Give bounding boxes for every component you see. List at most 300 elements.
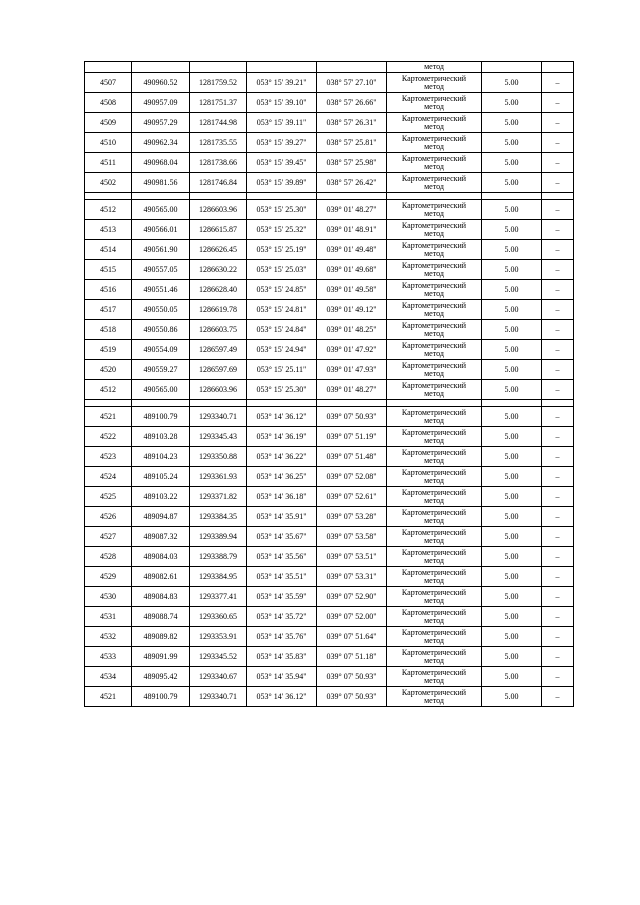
method-line: Картометрический bbox=[401, 361, 467, 370]
y-coord-cell: 1286619.78 bbox=[190, 300, 247, 320]
method-line: Картометрический bbox=[401, 154, 467, 163]
point-number-cell: 4531 bbox=[85, 607, 132, 627]
x-coord-cell: 489094.87 bbox=[132, 507, 190, 527]
point-number-cell: 4530 bbox=[85, 587, 132, 607]
method-line: Картометрический bbox=[401, 528, 467, 537]
method-cell bbox=[387, 73, 482, 93]
method-cell bbox=[387, 407, 482, 427]
point-number-cell: 4528 bbox=[85, 547, 132, 567]
longitude-cell: 039° 07' 53.28" bbox=[317, 507, 387, 527]
z-cell: – bbox=[542, 547, 574, 567]
method-cell bbox=[387, 647, 482, 667]
z-cell: – bbox=[542, 173, 574, 193]
method-cell bbox=[387, 260, 482, 280]
method-line: Картометрический bbox=[401, 114, 467, 123]
latitude-cell: 053° 15' 24.94" bbox=[247, 340, 317, 360]
y-coord-cell: 1293350.88 bbox=[190, 447, 247, 467]
table-row bbox=[85, 407, 574, 427]
longitude-cell: 039° 07' 52.08" bbox=[317, 467, 387, 487]
method-line: метод bbox=[424, 495, 444, 505]
latitude-cell: 053° 14' 35.72" bbox=[247, 607, 317, 627]
method-line: метод bbox=[424, 695, 444, 705]
method-line: метод bbox=[424, 208, 444, 218]
accuracy-cell: 5.00 bbox=[482, 240, 542, 260]
point-number-cell: 4510 bbox=[85, 133, 132, 153]
table-row bbox=[85, 240, 574, 260]
point-number-cell: 4507 bbox=[85, 73, 132, 93]
accuracy-cell: 5.00 bbox=[482, 547, 542, 567]
x-coord-cell: 489105.24 bbox=[132, 467, 190, 487]
latitude-cell: 053° 14' 36.25" bbox=[247, 467, 317, 487]
longitude-cell: 039° 01' 48.27" bbox=[317, 200, 387, 220]
x-coord-cell: 489088.74 bbox=[132, 607, 190, 627]
method-line: метод bbox=[424, 575, 444, 585]
x-coord-cell: 490550.86 bbox=[132, 320, 190, 340]
point-number-cell: 4508 bbox=[85, 93, 132, 113]
method-cell bbox=[387, 487, 482, 507]
longitude-cell: 039° 07' 53.58" bbox=[317, 527, 387, 547]
table-row bbox=[85, 200, 574, 220]
x-coord-cell: 490565.00 bbox=[132, 200, 190, 220]
latitude-cell: 053° 14' 35.91" bbox=[247, 507, 317, 527]
method-line: метод bbox=[424, 121, 444, 131]
y-coord-cell: 1293377.41 bbox=[190, 587, 247, 607]
x-coord-cell: 490957.09 bbox=[132, 93, 190, 113]
method-cell bbox=[387, 133, 482, 153]
y-coord-cell: 1293371.82 bbox=[190, 487, 247, 507]
accuracy-cell: 5.00 bbox=[482, 607, 542, 627]
method-line: метод bbox=[424, 288, 444, 298]
x-coord-cell: 490551.46 bbox=[132, 280, 190, 300]
method-cell bbox=[387, 340, 482, 360]
latitude-cell: 053° 15' 25.32" bbox=[247, 220, 317, 240]
method-line: Картометрический bbox=[401, 241, 467, 250]
point-number-cell: 4514 bbox=[85, 240, 132, 260]
accuracy-cell: 5.00 bbox=[482, 407, 542, 427]
longitude-cell: 039° 01' 48.25" bbox=[317, 320, 387, 340]
point-number-cell: 4512 bbox=[85, 380, 132, 400]
method-line: Картометрический bbox=[401, 381, 467, 390]
method-line: метод bbox=[424, 595, 444, 605]
y-coord-cell: 1286628.40 bbox=[190, 280, 247, 300]
accuracy-cell: 5.00 bbox=[482, 627, 542, 647]
z-cell: – bbox=[542, 340, 574, 360]
z-cell: – bbox=[542, 320, 574, 340]
longitude-cell: 038° 57' 26.66" bbox=[317, 93, 387, 113]
method-line: метод bbox=[424, 415, 444, 425]
method-line: метод bbox=[424, 615, 444, 625]
y-coord-cell: 1293361.93 bbox=[190, 467, 247, 487]
latitude-cell: 053° 14' 35.67" bbox=[247, 527, 317, 547]
y-coord-cell: 1281735.55 bbox=[190, 133, 247, 153]
accuracy-cell: 5.00 bbox=[482, 220, 542, 240]
method-cell bbox=[387, 447, 482, 467]
accuracy-cell: 5.00 bbox=[482, 300, 542, 320]
accuracy-cell: 5.00 bbox=[482, 487, 542, 507]
x-coord-cell: 490559.27 bbox=[132, 360, 190, 380]
table-row bbox=[85, 547, 574, 567]
x-coord-cell: 489089.82 bbox=[132, 627, 190, 647]
z-cell: – bbox=[542, 260, 574, 280]
method-cell bbox=[387, 200, 482, 220]
method-line: метод bbox=[424, 161, 444, 171]
method-line: метод bbox=[424, 181, 444, 191]
z-cell: – bbox=[542, 667, 574, 687]
x-coord-cell: 489095.42 bbox=[132, 667, 190, 687]
method-line: метод bbox=[424, 535, 444, 545]
latitude-cell: 053° 15' 39.27" bbox=[247, 133, 317, 153]
accuracy-cell: 5.00 bbox=[482, 667, 542, 687]
method-cell: метод bbox=[387, 62, 482, 73]
method-line: Картометрический bbox=[401, 488, 467, 497]
y-coord-cell: 1286626.45 bbox=[190, 240, 247, 260]
latitude-cell: 053° 15' 25.30" bbox=[247, 200, 317, 220]
latitude-cell: 053° 14' 36.22" bbox=[247, 447, 317, 467]
z-cell: – bbox=[542, 380, 574, 400]
method-line: метод bbox=[424, 368, 444, 378]
z-cell: – bbox=[542, 93, 574, 113]
method-line: Картометрический bbox=[401, 201, 467, 210]
table-row bbox=[85, 467, 574, 487]
latitude-cell: 053° 14' 35.76" bbox=[247, 627, 317, 647]
x-coord-cell: 489103.28 bbox=[132, 427, 190, 447]
y-coord-cell: 1286597.49 bbox=[190, 340, 247, 360]
accuracy-cell: 5.00 bbox=[482, 467, 542, 487]
method-cell bbox=[387, 467, 482, 487]
latitude-cell: 053° 14' 35.56" bbox=[247, 547, 317, 567]
z-cell: – bbox=[542, 113, 574, 133]
method-line: метод bbox=[424, 308, 444, 318]
method-line: Картометрический bbox=[401, 74, 467, 83]
table-row bbox=[85, 380, 574, 400]
accuracy-cell: 5.00 bbox=[482, 260, 542, 280]
table-row bbox=[85, 113, 574, 133]
accuracy-cell: 5.00 bbox=[482, 647, 542, 667]
latitude-cell: 053° 15' 39.89" bbox=[247, 173, 317, 193]
y-coord-cell: 1293340.67 bbox=[190, 667, 247, 687]
longitude-cell: 039° 01' 48.91" bbox=[317, 220, 387, 240]
x-coord-cell: 490561.90 bbox=[132, 240, 190, 260]
method-line: Картометрический bbox=[401, 548, 467, 557]
point-number-cell: 4534 bbox=[85, 667, 132, 687]
coordinates-table bbox=[84, 61, 574, 707]
longitude-cell: 038° 57' 26.42" bbox=[317, 173, 387, 193]
latitude-cell: 053° 15' 24.84" bbox=[247, 320, 317, 340]
latitude-cell: 053° 15' 25.03" bbox=[247, 260, 317, 280]
point-number-cell: 4518 bbox=[85, 320, 132, 340]
accuracy-cell: 5.00 bbox=[482, 320, 542, 340]
latitude-cell: 053° 15' 39.21" bbox=[247, 73, 317, 93]
method-line: Картометрический bbox=[401, 448, 467, 457]
method-line: Картометрический bbox=[401, 281, 467, 290]
method-line: метод bbox=[424, 328, 444, 338]
z-cell: – bbox=[542, 647, 574, 667]
z-cell: – bbox=[542, 280, 574, 300]
y-coord-cell: 1293340.71 bbox=[190, 687, 247, 707]
latitude-cell: 053° 14' 36.18" bbox=[247, 487, 317, 507]
accuracy-cell: 5.00 bbox=[482, 153, 542, 173]
table-separator-row bbox=[85, 400, 574, 407]
point-number-cell: 4521 bbox=[85, 687, 132, 707]
method-cell bbox=[387, 567, 482, 587]
table-row bbox=[85, 260, 574, 280]
y-coord-cell: 1281738.66 bbox=[190, 153, 247, 173]
point-number-cell: 4525 bbox=[85, 487, 132, 507]
method-line: метод bbox=[424, 268, 444, 278]
method-line: Картометрический bbox=[401, 174, 467, 183]
z-cell: – bbox=[542, 153, 574, 173]
method-line: метод bbox=[424, 348, 444, 358]
method-line: Картометрический bbox=[401, 568, 467, 577]
x-coord-cell: 489084.03 bbox=[132, 547, 190, 567]
y-coord-cell: 1293345.52 bbox=[190, 647, 247, 667]
table-row bbox=[85, 220, 574, 240]
point-number-cell: 4529 bbox=[85, 567, 132, 587]
method-line: Картометрический bbox=[401, 648, 467, 657]
point-number-cell: 4523 bbox=[85, 447, 132, 467]
z-cell: – bbox=[542, 300, 574, 320]
longitude-cell: 039° 07' 50.93" bbox=[317, 407, 387, 427]
longitude-cell: 039° 01' 49.68" bbox=[317, 260, 387, 280]
method-line: Картометрический bbox=[401, 508, 467, 517]
table-row bbox=[85, 320, 574, 340]
method-cell bbox=[387, 93, 482, 113]
x-coord-cell: 490968.04 bbox=[132, 153, 190, 173]
x-coord-cell: 490566.01 bbox=[132, 220, 190, 240]
method-line: метод bbox=[424, 515, 444, 525]
z-cell: – bbox=[542, 467, 574, 487]
table-row bbox=[85, 647, 574, 667]
accuracy-cell: 5.00 bbox=[482, 380, 542, 400]
y-coord-cell: 1293360.65 bbox=[190, 607, 247, 627]
method-cell bbox=[387, 173, 482, 193]
y-coord-cell: 1293384.35 bbox=[190, 507, 247, 527]
method-cell bbox=[387, 427, 482, 447]
y-coord-cell: 1286603.96 bbox=[190, 380, 247, 400]
table-row bbox=[85, 173, 574, 193]
method-cell bbox=[387, 300, 482, 320]
longitude-cell: 039° 07' 53.51" bbox=[317, 547, 387, 567]
z-cell: – bbox=[542, 447, 574, 467]
accuracy-cell: 5.00 bbox=[482, 427, 542, 447]
y-coord-cell: 1286603.75 bbox=[190, 320, 247, 340]
y-coord-cell: 1293389.94 bbox=[190, 527, 247, 547]
method-line: Картометрический bbox=[401, 261, 467, 270]
point-number-cell: 4533 bbox=[85, 647, 132, 667]
method-cell bbox=[387, 587, 482, 607]
latitude-cell: 053° 15' 25.30" bbox=[247, 380, 317, 400]
z-cell: – bbox=[542, 607, 574, 627]
table-row bbox=[85, 587, 574, 607]
accuracy-cell: 5.00 bbox=[482, 113, 542, 133]
z-cell: – bbox=[542, 587, 574, 607]
z-cell: – bbox=[542, 240, 574, 260]
latitude-cell: 053° 15' 25.19" bbox=[247, 240, 317, 260]
table-separator-row bbox=[85, 193, 574, 200]
longitude-cell: 038° 57' 26.31" bbox=[317, 113, 387, 133]
y-coord-cell: 1281746.84 bbox=[190, 173, 247, 193]
z-cell: – bbox=[542, 133, 574, 153]
y-coord-cell: 1286630.22 bbox=[190, 260, 247, 280]
longitude-cell: 038° 57' 25.98" bbox=[317, 153, 387, 173]
table-row bbox=[85, 507, 574, 527]
method-cell bbox=[387, 360, 482, 380]
longitude-cell: 039° 07' 51.48" bbox=[317, 447, 387, 467]
accuracy-cell: 5.00 bbox=[482, 73, 542, 93]
latitude-cell: 053° 15' 39.45" bbox=[247, 153, 317, 173]
latitude-cell: 053° 15' 25.11" bbox=[247, 360, 317, 380]
accuracy-cell: 5.00 bbox=[482, 507, 542, 527]
point-number-cell: 4521 bbox=[85, 407, 132, 427]
x-coord-cell: 489082.61 bbox=[132, 567, 190, 587]
latitude-cell: 053° 14' 35.51" bbox=[247, 567, 317, 587]
x-coord-cell: 490957.29 bbox=[132, 113, 190, 133]
method-line: метод bbox=[424, 555, 444, 565]
accuracy-cell: 5.00 bbox=[482, 280, 542, 300]
y-coord-cell: 1293345.43 bbox=[190, 427, 247, 447]
method-line: Картометрический bbox=[401, 608, 467, 617]
method-line: метод bbox=[424, 635, 444, 645]
z-cell: – bbox=[542, 687, 574, 707]
latitude-cell: 053° 14' 36.12" bbox=[247, 687, 317, 707]
table-row bbox=[85, 280, 574, 300]
y-coord-cell: 1286615.87 bbox=[190, 220, 247, 240]
accuracy-cell: 5.00 bbox=[482, 527, 542, 547]
method-cell bbox=[387, 527, 482, 547]
point-number-cell: 4516 bbox=[85, 280, 132, 300]
method-line: Картометрический bbox=[401, 321, 467, 330]
accuracy-cell: 5.00 bbox=[482, 687, 542, 707]
longitude-cell: 039° 01' 48.27" bbox=[317, 380, 387, 400]
x-coord-cell: 490554.09 bbox=[132, 340, 190, 360]
method-cell bbox=[387, 607, 482, 627]
x-coord-cell: 489100.79 bbox=[132, 687, 190, 707]
table-row bbox=[85, 153, 574, 173]
table-row bbox=[85, 360, 574, 380]
method-cell bbox=[387, 507, 482, 527]
method-line: метод bbox=[424, 228, 444, 238]
method-line: Картометрический bbox=[401, 688, 467, 697]
table-row bbox=[85, 567, 574, 587]
y-coord-cell: 1286597.69 bbox=[190, 360, 247, 380]
table-row bbox=[85, 427, 574, 447]
x-coord-cell: 489103.22 bbox=[132, 487, 190, 507]
method-cell bbox=[387, 627, 482, 647]
z-cell: – bbox=[542, 360, 574, 380]
table-row bbox=[85, 627, 574, 647]
longitude-cell: 039° 07' 52.00" bbox=[317, 607, 387, 627]
method-cell bbox=[387, 113, 482, 133]
latitude-cell: 053° 14' 35.94" bbox=[247, 667, 317, 687]
z-cell: – bbox=[542, 567, 574, 587]
point-number-cell: 4532 bbox=[85, 627, 132, 647]
x-coord-cell: 490557.05 bbox=[132, 260, 190, 280]
method-cell bbox=[387, 240, 482, 260]
point-number-cell: 4511 bbox=[85, 153, 132, 173]
point-number-cell: 4524 bbox=[85, 467, 132, 487]
latitude-cell: 053° 15' 39.11" bbox=[247, 113, 317, 133]
table-row bbox=[85, 667, 574, 687]
longitude-cell: 039° 07' 51.64" bbox=[317, 627, 387, 647]
latitude-cell: 053° 15' 24.85" bbox=[247, 280, 317, 300]
z-cell: – bbox=[542, 507, 574, 527]
x-coord-cell: 489104.23 bbox=[132, 447, 190, 467]
table-row bbox=[85, 300, 574, 320]
method-line: Картометрический bbox=[401, 221, 467, 230]
z-cell: – bbox=[542, 220, 574, 240]
z-cell: – bbox=[542, 200, 574, 220]
x-coord-cell: 489100.79 bbox=[132, 407, 190, 427]
method-cell bbox=[387, 280, 482, 300]
table-row bbox=[85, 93, 574, 113]
method-line: Картометрический bbox=[401, 341, 467, 350]
latitude-cell: 053° 14' 36.12" bbox=[247, 407, 317, 427]
z-cell: – bbox=[542, 527, 574, 547]
point-number-cell: 4522 bbox=[85, 427, 132, 447]
longitude-cell: 039° 07' 51.18" bbox=[317, 647, 387, 667]
method-cell bbox=[387, 320, 482, 340]
method-cell bbox=[387, 153, 482, 173]
method-cell bbox=[387, 667, 482, 687]
longitude-cell: 039° 01' 47.93" bbox=[317, 360, 387, 380]
accuracy-cell: 5.00 bbox=[482, 200, 542, 220]
x-coord-cell: 489091.99 bbox=[132, 647, 190, 667]
accuracy-cell: 5.00 bbox=[482, 567, 542, 587]
method-line: Картометрический bbox=[401, 301, 467, 310]
longitude-cell: 039° 01' 49.12" bbox=[317, 300, 387, 320]
z-cell: – bbox=[542, 427, 574, 447]
point-number-cell: 4512 bbox=[85, 200, 132, 220]
method-line: метод bbox=[424, 655, 444, 665]
x-coord-cell: 490981.56 bbox=[132, 173, 190, 193]
method-line: Картометрический bbox=[401, 94, 467, 103]
latitude-cell: 053° 15' 39.10" bbox=[247, 93, 317, 113]
method-line: метод bbox=[424, 141, 444, 151]
latitude-cell: 053° 14' 35.83" bbox=[247, 647, 317, 667]
y-coord-cell: 1293353.91 bbox=[190, 627, 247, 647]
accuracy-cell: 5.00 bbox=[482, 340, 542, 360]
method-line: метод bbox=[424, 455, 444, 465]
point-number-cell: 4513 bbox=[85, 220, 132, 240]
method-line: Картометрический bbox=[401, 468, 467, 477]
accuracy-cell: 5.00 bbox=[482, 133, 542, 153]
method-line: Картометрический bbox=[401, 588, 467, 597]
point-number-cell: 4502 bbox=[85, 173, 132, 193]
longitude-cell: 039° 07' 52.61" bbox=[317, 487, 387, 507]
method-line: метод bbox=[424, 81, 444, 91]
method-line: метод bbox=[424, 435, 444, 445]
method-line: метод bbox=[424, 388, 444, 398]
y-coord-cell: 1281759.52 bbox=[190, 73, 247, 93]
method-line: метод bbox=[424, 101, 444, 111]
method-cell bbox=[387, 687, 482, 707]
longitude-cell: 039° 07' 52.90" bbox=[317, 587, 387, 607]
longitude-cell: 039° 07' 50.93" bbox=[317, 687, 387, 707]
longitude-cell: 039° 01' 49.58" bbox=[317, 280, 387, 300]
point-number-cell: 4527 bbox=[85, 527, 132, 547]
method-line: метод bbox=[424, 248, 444, 258]
point-number-cell: 4526 bbox=[85, 507, 132, 527]
table-row bbox=[85, 133, 574, 153]
z-cell: – bbox=[542, 487, 574, 507]
x-coord-cell: 489084.83 bbox=[132, 587, 190, 607]
longitude-cell: 039° 01' 49.48" bbox=[317, 240, 387, 260]
table-row bbox=[85, 73, 574, 93]
z-cell: – bbox=[542, 627, 574, 647]
y-coord-cell: 1293384.95 bbox=[190, 567, 247, 587]
point-number-cell: 4519 bbox=[85, 340, 132, 360]
method-line: Картометрический bbox=[401, 408, 467, 417]
